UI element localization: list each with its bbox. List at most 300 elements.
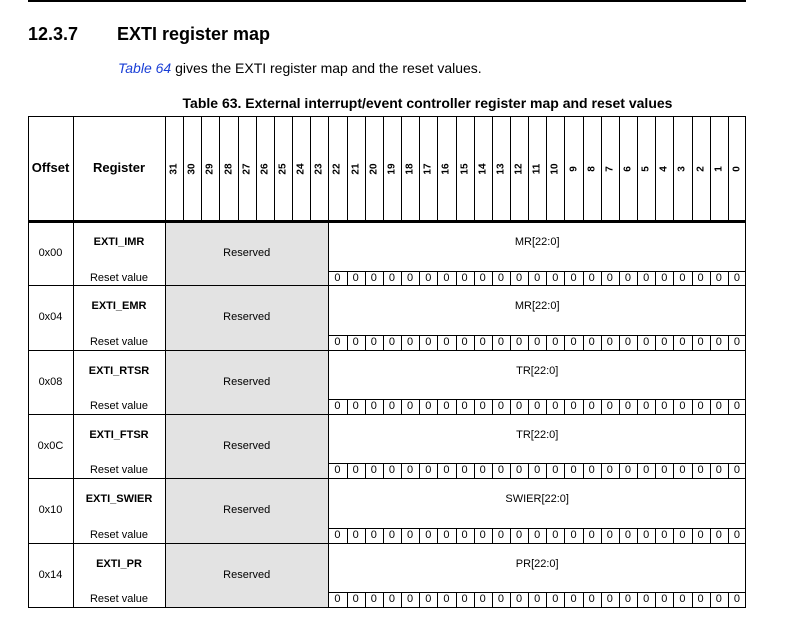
reset-value-bit: 0: [515, 335, 523, 348]
reset-value-bit: 0: [534, 528, 541, 541]
bit-number: 2: [695, 166, 707, 172]
reset-cell-line: [710, 528, 711, 544]
reset-cell-line: [692, 463, 693, 479]
bit-number: 22: [331, 163, 343, 175]
reset-value-bit: 0: [352, 400, 359, 413]
reset-cell-line: [528, 592, 529, 608]
reset-cell-line: [637, 528, 638, 544]
reset-cell-line: [583, 335, 584, 351]
reset-value-bit: 0: [534, 335, 541, 348]
reset-value-bit: 0: [679, 464, 686, 477]
bit-number: 11: [531, 163, 543, 175]
reset-value-bit: 0: [388, 271, 396, 284]
reset-value-bit: 0: [733, 593, 740, 606]
reset-value-bit: 0: [552, 271, 559, 284]
reset-value-bit: 0: [443, 271, 450, 284]
reserved-label: Reserved: [223, 440, 271, 453]
reset-value-bit: 0: [588, 464, 595, 477]
offset-header: Offset: [31, 160, 70, 175]
register-field: SWIER[22:0]: [505, 493, 569, 506]
reset-value-bit: 0: [425, 464, 432, 477]
reset-cell-line: [347, 463, 348, 479]
reset-cell-line: [601, 399, 602, 415]
bit-number: 18: [404, 163, 416, 175]
reset-cell-line: [365, 463, 366, 479]
reset-value-bit: 0: [352, 335, 359, 348]
bit-number: 31: [168, 163, 180, 175]
register-offset: 0x00: [38, 247, 63, 260]
reset-value-label: Reset value: [89, 593, 149, 606]
reset-cell-line: [564, 335, 565, 351]
reset-cell-line: [474, 335, 475, 351]
reset-value-bit: 0: [661, 464, 668, 477]
reset-value-bit: 0: [552, 593, 559, 606]
reset-value-bit: 0: [661, 593, 668, 606]
bit-column-line: [347, 116, 348, 222]
bit-number: 14: [477, 163, 489, 175]
bit-column-line: [310, 116, 311, 222]
reset-value-bit: 0: [461, 335, 468, 348]
reset-cell-line: [419, 335, 420, 351]
reset-cell-line: [419, 463, 420, 479]
reset-cell-line: [692, 271, 693, 287]
top-rule: [28, 0, 746, 2]
reset-value-bit: 0: [479, 400, 486, 413]
reset-value-bit: 0: [479, 464, 486, 477]
bit-column-line: [619, 116, 620, 222]
reset-cell-line: [365, 335, 366, 351]
reset-value-bit: 0: [697, 400, 704, 413]
bit-column-line: [437, 116, 438, 222]
bit-number: 19: [386, 163, 398, 175]
reset-value-bit: 0: [425, 400, 432, 413]
reset-cell-line: [710, 463, 711, 479]
reset-cell-line: [383, 463, 384, 479]
reset-value-label: Reset value: [89, 400, 149, 413]
reset-value-bit: 0: [534, 400, 541, 413]
reset-cell-line: [583, 528, 584, 544]
reset-value-bit: 0: [679, 593, 686, 606]
bit-number: 28: [223, 163, 235, 175]
reset-value-bit: 0: [334, 335, 341, 348]
reset-row-line: [328, 271, 746, 272]
reset-value-bit: 0: [697, 528, 704, 541]
reset-cell-line: [564, 399, 565, 415]
bit-column-line: [728, 116, 729, 222]
reset-cell-line: [546, 271, 547, 287]
reset-value-label: Reset value: [89, 528, 149, 541]
reset-value-label: Reset value: [89, 464, 149, 477]
reset-value-bit: 0: [425, 271, 432, 284]
reset-cell-line: [510, 335, 511, 351]
bit-column-line: [256, 116, 257, 222]
reset-value-label: Reset value: [89, 335, 149, 348]
reset-cell-line: [492, 463, 493, 479]
reset-cell-line: [728, 335, 729, 351]
bit-number: 26: [259, 163, 271, 175]
bit-number: 13: [495, 163, 507, 175]
bit-number: 6: [622, 166, 634, 172]
reset-cell-line: [728, 399, 729, 415]
reset-value-bit: 0: [334, 593, 341, 606]
reset-value-bit: 0: [715, 335, 722, 348]
reset-value-bit: 0: [515, 271, 523, 284]
reset-cell-line: [492, 592, 493, 608]
reset-value-bit: 0: [733, 271, 740, 284]
reset-value-bit: 0: [370, 271, 377, 284]
reset-value-bit: 0: [643, 400, 650, 413]
reset-cell-line: [347, 399, 348, 415]
register-name: EXTI_SWIER: [85, 493, 153, 506]
bit-column-line: [710, 116, 711, 222]
reset-cell-line: [710, 399, 711, 415]
reset-cell-line: [365, 399, 366, 415]
reset-value-bit: 0: [370, 593, 377, 606]
bit-column-line: [292, 116, 293, 222]
bit-number: 23: [313, 163, 325, 175]
reset-cell-line: [456, 399, 457, 415]
reset-value-bit: 0: [679, 400, 686, 413]
reset-cell-line: [673, 463, 674, 479]
reset-value-bit: 0: [661, 400, 668, 413]
reset-value-bit: 0: [624, 528, 632, 541]
reset-value-bit: 0: [588, 271, 595, 284]
reset-value-bit: 0: [388, 464, 396, 477]
reset-value-bit: 0: [606, 464, 613, 477]
reset-cell-line: [637, 271, 638, 287]
reset-row-line: [328, 463, 746, 464]
reset-cell-line: [673, 592, 674, 608]
bit-column-line: [419, 116, 420, 222]
reset-value-bit: 0: [461, 528, 468, 541]
reset-cell-line: [437, 271, 438, 287]
reset-cell-line: [692, 528, 693, 544]
reset-value-bit: 0: [570, 271, 577, 284]
reset-value-bit: 0: [515, 528, 523, 541]
register-map-table: [28, 116, 746, 608]
reset-value-bit: 0: [624, 593, 632, 606]
reset-cell-line: [401, 592, 402, 608]
reset-value-bit: 0: [443, 528, 450, 541]
reset-value-bit: 0: [606, 528, 613, 541]
reset-cell-line: [347, 271, 348, 287]
bit-number: 15: [459, 163, 471, 175]
reset-cell-line: [510, 399, 511, 415]
reset-value-bit: 0: [606, 593, 613, 606]
reset-value-bit: 0: [697, 271, 704, 284]
reset-value-bit: 0: [606, 271, 613, 284]
reset-value-bit: 0: [497, 593, 504, 606]
bit-number: 27: [241, 163, 253, 175]
reset-value-bit: 0: [733, 335, 740, 348]
bit-column-line: [673, 116, 674, 222]
reset-value-bit: 0: [515, 593, 523, 606]
reset-cell-line: [564, 271, 565, 287]
reset-cell-line: [728, 271, 729, 287]
bit-column-line: [365, 116, 366, 222]
table-top-line: [28, 116, 746, 117]
reset-cell-line: [710, 335, 711, 351]
bit-number: 4: [658, 166, 670, 172]
reset-cell-line: [437, 399, 438, 415]
reset-cell-line: [347, 335, 348, 351]
reset-value-bit: 0: [407, 528, 414, 541]
reset-value-bit: 0: [715, 593, 722, 606]
reset-cell-line: [637, 335, 638, 351]
reset-value-bit: 0: [388, 400, 396, 413]
reset-value-bit: 0: [407, 400, 414, 413]
bit-number: 12: [513, 163, 525, 175]
reset-cell-line: [347, 592, 348, 608]
reset-value-bit: 0: [643, 271, 650, 284]
reserved-label: Reserved: [223, 375, 271, 388]
reset-cell-line: [601, 335, 602, 351]
reset-value-bit: 0: [388, 593, 396, 606]
reset-value-bit: 0: [497, 400, 504, 413]
reset-cell-line: [601, 463, 602, 479]
reset-cell-line: [583, 271, 584, 287]
register-header: Register: [92, 160, 146, 175]
reset-value-bit: 0: [334, 271, 341, 284]
reset-cell-line: [365, 271, 366, 287]
reset-value-bit: 0: [534, 464, 541, 477]
reset-value-bit: 0: [407, 271, 414, 284]
reserved-label: Reserved: [223, 504, 271, 517]
reset-cell-line: [528, 335, 529, 351]
bit-number: 10: [549, 163, 561, 175]
reset-value-bit: 0: [443, 593, 450, 606]
register-field: TR[22:0]: [516, 364, 559, 377]
reset-value-bit: 0: [461, 271, 468, 284]
reset-cell-line: [583, 592, 584, 608]
register-name: EXTI_IMR: [93, 236, 145, 248]
reset-value-bit: 0: [624, 271, 632, 284]
reset-value-bit: 0: [461, 400, 468, 413]
reset-value-bit: 0: [334, 400, 341, 413]
reset-value-bit: 0: [370, 464, 377, 477]
reset-cell-line: [474, 592, 475, 608]
reset-value-bit: 0: [552, 464, 559, 477]
register-field: TR[22:0]: [516, 428, 559, 441]
reset-value-bit: 0: [425, 335, 432, 348]
row-divider: [28, 350, 746, 351]
table-caption: Table 63. External interrupt/event controller register map and reset values: [182, 95, 673, 111]
bit-column-line: [219, 116, 220, 222]
reset-value-bit: 0: [624, 400, 632, 413]
reset-cell-line: [546, 528, 547, 544]
reset-value-bit: 0: [443, 335, 450, 348]
reset-cell-line: [456, 335, 457, 351]
reset-cell-line: [419, 592, 420, 608]
reset-cell-line: [655, 592, 656, 608]
reset-cell-line: [673, 271, 674, 287]
reset-value-bit: 0: [552, 335, 559, 348]
reset-value-bit: 0: [407, 464, 414, 477]
reset-value-bit: 0: [661, 335, 668, 348]
reset-cell-line: [619, 271, 620, 287]
reset-value-bit: 0: [552, 528, 559, 541]
reset-value-bit: 0: [534, 271, 541, 284]
bit-column-line: [564, 116, 565, 222]
bit-column-line: [528, 116, 529, 222]
reset-value-bit: 0: [497, 464, 504, 477]
reset-value-bit: 0: [624, 464, 632, 477]
bit-number: 21: [350, 163, 362, 175]
bit-number: 9: [568, 166, 580, 172]
reset-cell-line: [492, 528, 493, 544]
reset-cell-line: [546, 335, 547, 351]
reset-cell-line: [383, 592, 384, 608]
reset-cell-line: [510, 592, 511, 608]
reset-cell-line: [474, 463, 475, 479]
reset-cell-line: [692, 335, 693, 351]
bit-number: 24: [295, 163, 307, 175]
reset-value-bit: 0: [733, 400, 740, 413]
reset-value-bit: 0: [479, 593, 486, 606]
reset-cell-line: [347, 528, 348, 544]
reset-value-bit: 0: [443, 464, 450, 477]
bit-number: 25: [277, 163, 289, 175]
table-bottom-line: [28, 607, 746, 608]
bit-column-line: [183, 116, 184, 222]
bit-column-line: [238, 116, 239, 222]
reset-value-bit: 0: [570, 528, 577, 541]
reset-cell-line: [692, 592, 693, 608]
reset-value-bit: 0: [352, 593, 359, 606]
reset-cell-line: [456, 592, 457, 608]
reset-cell-line: [383, 399, 384, 415]
reset-cell-line: [601, 592, 602, 608]
bit-column-line: [601, 116, 602, 222]
reserved-label: Reserved: [223, 311, 271, 324]
reset-value-bit: 0: [679, 335, 686, 348]
reset-value-bit: 0: [733, 464, 740, 477]
table-link[interactable]: Table 64: [118, 60, 172, 76]
register-offset: 0x04: [38, 311, 63, 324]
reset-cell-line: [655, 271, 656, 287]
reset-value-bit: 0: [679, 271, 686, 284]
register-field: MR[22:0]: [514, 236, 560, 248]
reset-cell-line: [510, 463, 511, 479]
register-offset: 0x14: [38, 568, 63, 581]
reset-cell-line: [474, 271, 475, 287]
bit-column-line: [474, 116, 475, 222]
reset-cell-line: [673, 335, 674, 351]
reset-value-bit: 0: [697, 464, 704, 477]
reset-cell-line: [528, 399, 529, 415]
reset-value-bit: 0: [733, 528, 740, 541]
reset-cell-line: [365, 592, 366, 608]
reset-value-bit: 0: [497, 335, 504, 348]
reset-cell-line: [456, 271, 457, 287]
reset-value-bit: 0: [588, 528, 595, 541]
reset-cell-line: [492, 399, 493, 415]
bit-number: 0: [731, 166, 743, 172]
reset-cell-line: [728, 463, 729, 479]
register-name: EXTI_RTSR: [88, 364, 150, 377]
reset-value-bit: 0: [388, 528, 396, 541]
reset-value-bit: 0: [479, 271, 486, 284]
reset-cell-line: [492, 335, 493, 351]
bit-number: 5: [640, 166, 652, 172]
reset-value-bit: 0: [497, 271, 504, 284]
bit-number: 3: [676, 166, 688, 172]
offset-column-line: [73, 116, 74, 608]
reset-value-bit: 0: [352, 528, 359, 541]
reset-value-bit: 0: [461, 464, 468, 477]
reset-cell-line: [728, 528, 729, 544]
reset-value-bit: 0: [588, 335, 595, 348]
reset-cell-line: [510, 271, 511, 287]
bit-column-line: [583, 116, 584, 222]
reset-cell-line: [474, 528, 475, 544]
reset-value-bit: 0: [443, 400, 450, 413]
reset-row-line: [328, 399, 746, 400]
reset-cell-line: [528, 528, 529, 544]
bit-number: 7: [604, 166, 616, 172]
reset-cell-line: [637, 399, 638, 415]
reset-value-bit: 0: [570, 400, 577, 413]
reset-cell-line: [401, 335, 402, 351]
bit-column-line: [655, 116, 656, 222]
reset-value-bit: 0: [570, 593, 577, 606]
reset-value-bit: 0: [461, 593, 468, 606]
reset-cell-line: [619, 335, 620, 351]
reset-value-bit: 0: [407, 593, 414, 606]
header-bottom-line: [28, 220, 746, 223]
reset-cell-line: [564, 463, 565, 479]
reset-cell-line: [510, 528, 511, 544]
reset-value-bit: 0: [370, 400, 377, 413]
bit-column-line: [510, 116, 511, 222]
reset-cell-line: [564, 592, 565, 608]
reset-cell-line: [564, 528, 565, 544]
reset-value-bit: 0: [352, 464, 359, 477]
bit-column-line: [637, 116, 638, 222]
bit-column-line: [383, 116, 384, 222]
reset-value-bit: 0: [643, 528, 650, 541]
reset-cell-line: [437, 335, 438, 351]
reset-cell-line: [583, 463, 584, 479]
reset-row-line: [328, 335, 746, 336]
row-divider: [28, 543, 746, 544]
section-title: EXTI register map: [117, 24, 271, 44]
reset-cell-line: [419, 528, 420, 544]
reset-value-bit: 0: [697, 593, 704, 606]
bit-column-line: [201, 116, 202, 222]
reset-value-bit: 0: [715, 464, 722, 477]
reset-cell-line: [383, 271, 384, 287]
reset-cell-line: [419, 271, 420, 287]
reset-cell-line: [655, 335, 656, 351]
register-offset: 0x0C: [37, 440, 64, 453]
reset-value-bit: 0: [679, 528, 686, 541]
bit-column-line: [546, 116, 547, 222]
reset-cell-line: [673, 528, 674, 544]
register-column-line: [165, 116, 166, 608]
reset-cell-line: [692, 399, 693, 415]
reset-cell-line: [383, 528, 384, 544]
reset-cell-line: [365, 528, 366, 544]
row-divider: [28, 414, 746, 415]
reset-cell-line: [419, 399, 420, 415]
register-field: PR[22:0]: [515, 557, 559, 570]
reset-cell-line: [637, 592, 638, 608]
reset-value-bit: 0: [661, 271, 668, 284]
reset-cell-line: [619, 528, 620, 544]
bit-number: 29: [204, 163, 216, 175]
reset-value-bit: 0: [407, 335, 414, 348]
